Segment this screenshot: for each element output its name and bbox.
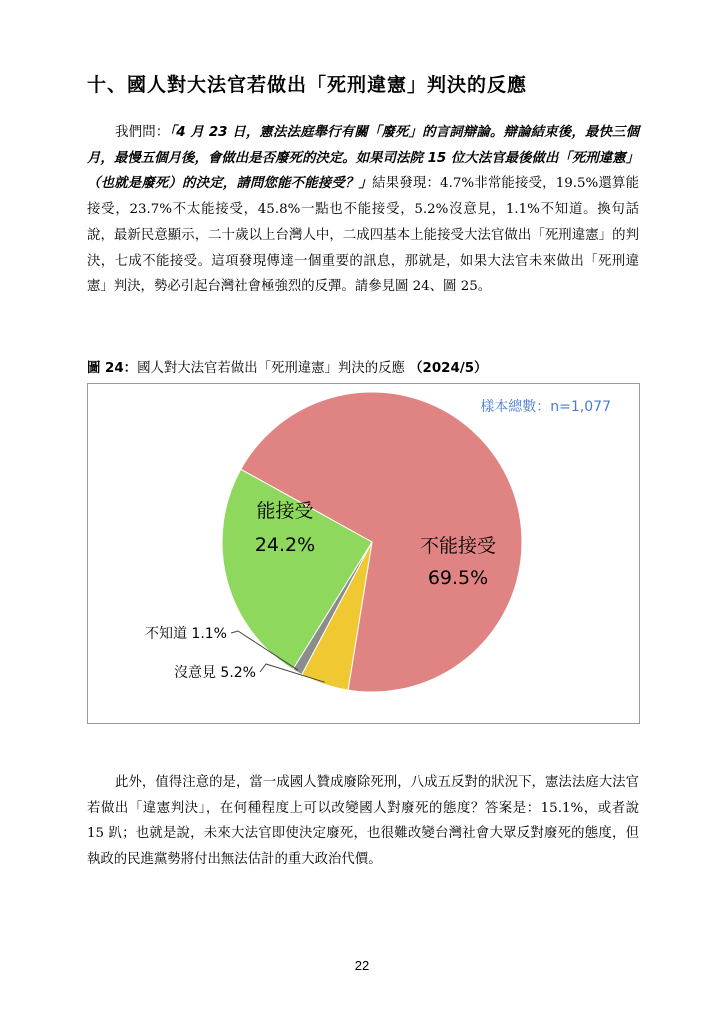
data-label-can-accept-value: 24.2% [254, 534, 316, 556]
data-label-cannot-accept-name: 不能接受 [419, 535, 497, 557]
figure-number: 圖 24： [87, 361, 138, 376]
paragraph-conclusion-text: 此外，值得注意的是，當一成國人贊成廢除死刑，八成五反對的狀況下，憲法法庭大法官若做出「違憲判決」，在何種程度上可以改變國人對廢死的態度？答案是：15.1%，或者說 15 趴；也就是說，未來大法官即使決定廢死，也很難改變台灣社會大眾反對廢死的態度，但執政的民進黨勢將付出無法估計的重大政治代價。 [87, 775, 639, 868]
paragraph-findings: 結果發現：4.7%非常能接受，19.5%還算能接受，23.7%不太能接受，45.8%一點也不能接受，5.2%沒意見，1.1%不知道。換句話說，最新民意顯示，二十歲以上台灣人中，二成四基本上能接受大法官做出「死刑違憲」的判決，七成不能接受。這項發現傳達一個重要的訊息，那就是，如果大法官未來做出「死刑違憲」判決，勢必引起台灣社會極強烈的反彈。請參見圖 24、圖 25。 [87, 176, 640, 295]
section-title: 十、國人對大法官若做出「死刑違憲」判決的反應 [87, 74, 528, 96]
data-label-no-opinion: 沒意見 5.2% [173, 665, 256, 681]
sample-size-label: 樣本總數：n=1,077 [480, 399, 611, 415]
data-label-cannot-accept-value: 69.5% [427, 567, 489, 589]
data-label-can-accept-name: 能接受 [256, 500, 314, 522]
survey-question-text: 「4 月 23 日，憲法法庭舉行有關「廢死」的言詞辯論。辯論結束後，最快三個月，最慢五個月後，會做出是否廢死的決定。如果司法院 15 位大法官最後做出「死刑違憲」（也就是廢死）的決定，請問您能不能接受？」 [87, 125, 639, 192]
page-number: 22 [354, 958, 370, 973]
figure-caption [87, 357, 647, 376]
paragraph-survey-question [87, 120, 639, 300]
data-label-dont-know: 不知道 1.1% [144, 626, 227, 642]
pie-chart-frame [87, 383, 640, 724]
paragraph-lead: 我們問： [115, 125, 170, 140]
paragraph-conclusion [87, 770, 639, 873]
figure-date: （2024/5） [409, 361, 488, 376]
pie-chart [88, 384, 641, 725]
figure-title: 國人對大法官若做出「死刑違憲」判決的反應 [137, 361, 405, 376]
